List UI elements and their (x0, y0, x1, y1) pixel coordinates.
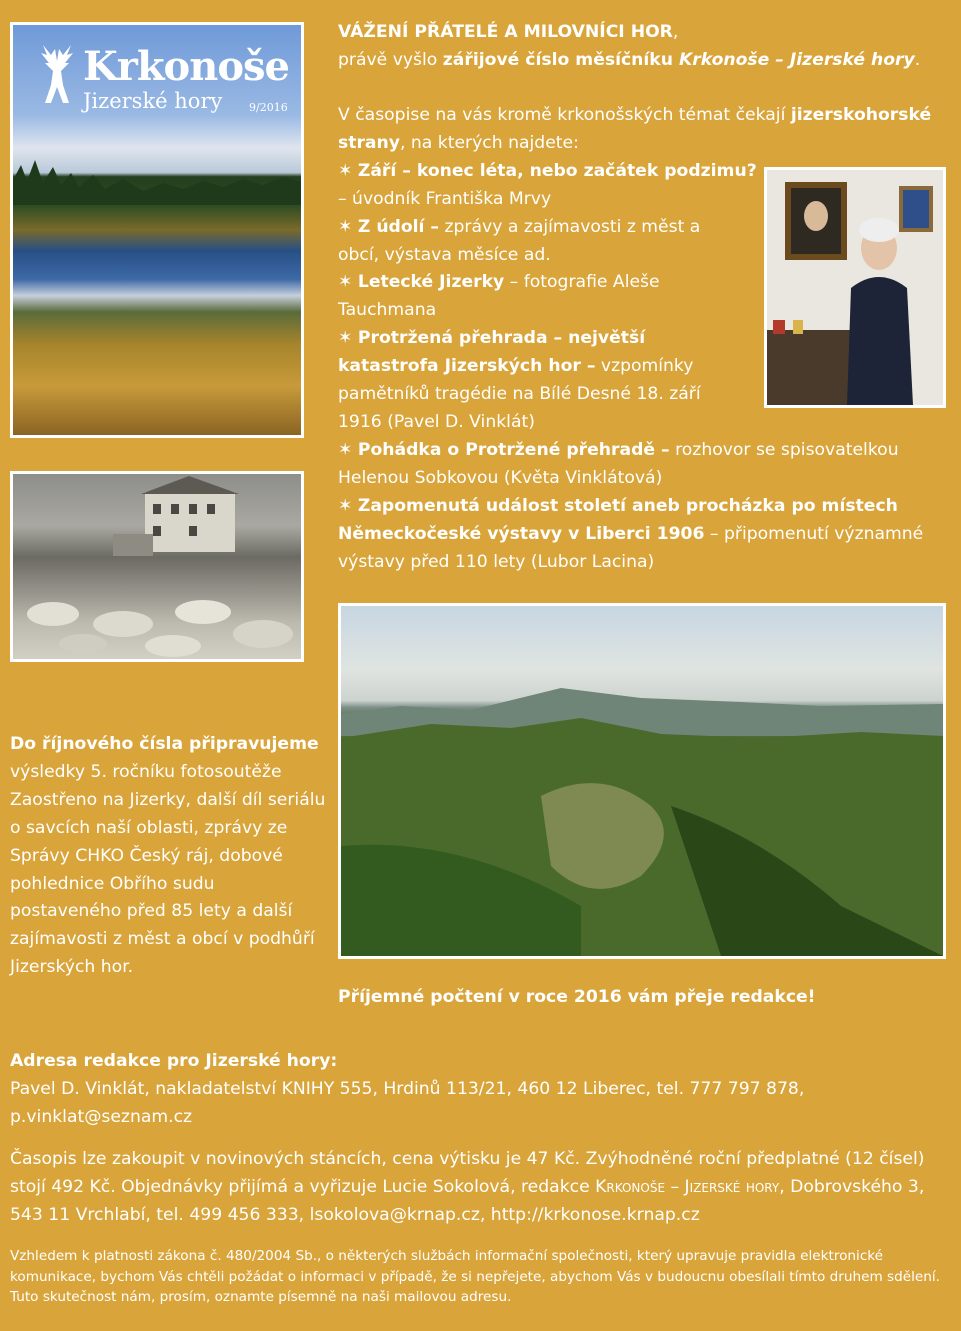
purchase-magazine-name: Krkonoše – Jizerské hory (595, 1176, 780, 1197)
forest-silhouette (13, 145, 304, 205)
next-issue-lead: Do říjnového čísla připravujeme (10, 734, 319, 754)
contents-item (338, 214, 738, 270)
star-icon: ✶ (338, 328, 353, 349)
contents-item-title: Zapomenutá událost století aneb procházka po místech Německočeské výstavy v Liberci 1906 (338, 495, 898, 544)
contents-item (338, 158, 758, 214)
issue-contents (338, 102, 958, 576)
purchase-text-b: , Dobrovského 3, 543 11 Vrchlabí, tel. 499 456 333, lsokolova@krnap.cz, http://krkonose.krnap.cz (10, 1176, 925, 1225)
contents-item-title: Protržená přehrada – největší katastrofa Jizerských hor – (338, 328, 646, 377)
cover-issue: 9/2016 (249, 101, 288, 114)
contents-item (338, 437, 958, 493)
contents-item-desc: – fotografie Aleše Tauchmana (338, 272, 660, 321)
contents-item (338, 269, 738, 325)
closing-wish-text: Příjemné počtení v roce 2016 vám přeje redakce! (338, 987, 816, 1007)
contents-item (338, 325, 746, 437)
address-line: Pavel D. Vinklát, nakladatelství KNIHY 555, Hrdinů 113/21, 460 12 Liberec, tel. 777 797 878, (10, 1078, 805, 1099)
address-heading (10, 1048, 950, 1076)
intro-text-d: . (914, 49, 921, 70)
intro-announcement (338, 47, 938, 75)
star-icon: ✶ (338, 439, 353, 460)
contents-item (338, 493, 958, 577)
contents-item-title: Pohádka o Protržené přehradě – (357, 439, 670, 460)
contents-item-desc: – připomenutí významné výstavy před 110 lety (Lubor Lacina) (338, 523, 924, 572)
editorial-address (10, 1048, 950, 1132)
star-icon: ✶ (338, 495, 353, 516)
contents-item-desc: rozhovor se spisovatelkou Helenou Sobkovou (Květa Vinklátová) (338, 439, 899, 488)
star-icon: ✶ (338, 216, 353, 237)
intro-text-b: zářijové číslo měsíčníku (442, 49, 679, 70)
star-icon: ✶ (338, 160, 353, 181)
closing-wish (338, 984, 938, 1012)
flood-historic-photo (10, 471, 304, 662)
contents-lead-c: , na kterých najdete: (399, 132, 579, 153)
address-heading-text: Adresa redakce pro Jizerské hory: (10, 1051, 338, 1071)
magazine-cover-image (10, 22, 304, 438)
contents-lead-a: V časopise na vás kromě krkonošských témat čekají (338, 105, 791, 125)
contents-item-desc: zprávy a zajímavosti z měst a obcí, výstava měsíce ad. (338, 216, 701, 265)
address-email[interactable]: p.vinklat@seznam.cz (10, 1106, 193, 1127)
purchase-text-a: Časopis lze zakoupit v novinových stáncích, cena výtisku je 47 Kč. Zvýhodněné roční předplatné (12 čísel) stojí 492 Kč. Objednávky přijímá a vyřizuje Lucie Sokolová, redakce (10, 1149, 925, 1197)
contents-item-title: Letecké Jizerky (357, 272, 505, 293)
contents-item-title: Září – konec léta, nebo začátek podzimu? (357, 160, 757, 181)
intro-greeting-line (338, 19, 938, 47)
contents-item-title: Z údolí – (357, 216, 440, 237)
intro-text-a: právě vyšlo (338, 49, 443, 70)
cover-subtitle: Jizerské hory (83, 89, 223, 113)
magazine-name: Krkonoše – Jizerské hory (678, 49, 915, 70)
next-issue-preview (10, 731, 330, 982)
contents-item-desc: vzpomínky pamětníků tragédie na Bílé Desné 18. září 1916 (Pavel D. Vinklát) (338, 356, 701, 432)
cover-title: Krkonoše (83, 43, 289, 90)
aerial-landscape-photo (338, 603, 946, 959)
legal-notice: Vzhledem k platnosti zákona č. 480/2004 Sb., o některých službách informační společnosti, který upravuje pravidla elektronické komunikace, bychom Vás chtěli požádat o informaci v případě, že si nepřejete, abychom Vás v budoucnu obesílali tímto druhem sdělení. Tuto skutečnost nám, prosím, oznamte písemně na naši mailovou adresu. (10, 1248, 940, 1306)
contents-item-desc: – úvodník Františka Mrvy (338, 188, 552, 209)
intro-greeting-comma: , (672, 22, 679, 42)
flood-house-illustration (13, 474, 301, 659)
contents-lead (338, 102, 958, 158)
mountain-ridges-illustration (341, 606, 943, 956)
intro-greeting: VÁŽENÍ PŘÁTELÉ A MILOVNÍCI HOR (338, 22, 673, 42)
contents-lead-b: jizerskohorské strany (338, 105, 932, 153)
intro-block (338, 19, 938, 75)
purchase-info (10, 1146, 955, 1230)
next-issue-body: výsledky 5. ročníku fotosoutěže Zaostřeno na Jizerky, další díl seriálu o savcích naší oblasti, zprávy ze Správy CHKO Český ráj, dobové pohlednice Obřího sudu postaveného před 85 lety a další zajímavosti z měst a obcí v podhůří Jizerských hor. (10, 761, 326, 978)
deer-logo-icon (35, 41, 81, 111)
star-icon: ✶ (338, 272, 353, 293)
